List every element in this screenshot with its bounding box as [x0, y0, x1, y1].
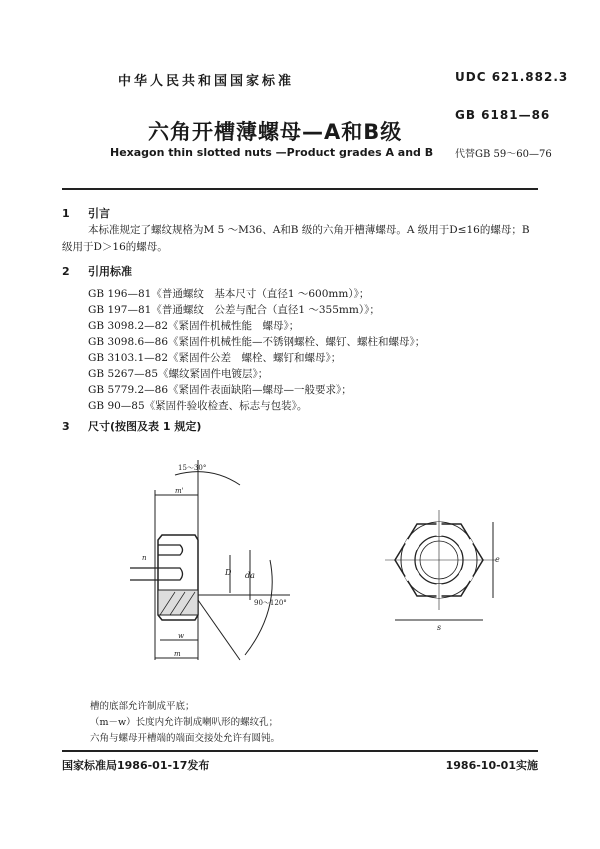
reference-item: GB 3098.6—86《紧固件机械性能—不锈钢螺栓、螺钉、螺柱和螺母》； [88, 336, 426, 348]
reference-item: GB 196—81《普通螺纹 基本尺寸（直径1 ～600mm）》； [88, 288, 370, 300]
svg-text:da: da [245, 571, 255, 580]
svg-text:s: s [437, 623, 442, 632]
page-title: 六角开槽薄螺母—A和B级 [148, 120, 403, 144]
reference-item: GB 5779.2—86《紧固件表面缺陷—螺母—一般要求》； [88, 384, 352, 396]
paragraph-line: 本标准规定了螺纹规格为M 5 ～M36、A和B 级的六角开槽薄螺母。A 级用于D≤16的螺母；B [88, 224, 530, 236]
svg-text:e: e [495, 555, 500, 564]
reference-item: GB 5267—85《螺纹紧固件电镀层》； [88, 368, 269, 380]
svg-text:90～120°: 90～120° [254, 599, 287, 607]
paragraph-line: 级用于D＞16的螺母。 [62, 241, 168, 253]
svg-text:m': m' [175, 487, 184, 495]
nut-top-view-drawing [375, 510, 515, 640]
effective-date: 1986-10-01实施 [445, 759, 538, 772]
udc-code: UDC 621.882.3 [455, 70, 569, 84]
english-title: Hexagon thin slotted nuts —Product grades A and B [110, 146, 434, 159]
note-line: 槽的底部允许制成平底； [90, 701, 195, 712]
svg-text:15～30°: 15～30° [178, 464, 207, 472]
issuer: 中华人民共和国国家标准 [118, 74, 295, 89]
header-divider [62, 188, 538, 190]
svg-text:D: D [225, 568, 232, 577]
nut-side-view-drawing [130, 460, 290, 665]
note-line: （m－w）长度内允许制成喇叭形的螺纹孔； [90, 717, 279, 728]
section-heading: 1 引言 [62, 207, 110, 220]
section-heading: 2 引用标准 [62, 265, 132, 278]
svg-text:n: n [142, 554, 147, 562]
standard-code: GB 6181—86 [455, 108, 551, 122]
svg-text:m: m [174, 650, 181, 658]
issue-date: 国家标准局1986-01-17发布 [62, 759, 210, 772]
reference-item: GB 3103.1—82《紧固件公差 螺栓、螺钉和螺母》； [88, 352, 342, 364]
svg-text:w: w [178, 632, 184, 640]
note-line: 六角与螺母开槽端的端面交接处允许有圆钝。 [90, 733, 281, 744]
reference-item: GB 90—85《紧固件验收检查、标志与包装》。 [88, 400, 308, 412]
section-heading: 3 尺寸(按图及表 1 规定) [62, 420, 202, 433]
reference-item: GB 3098.2—82《紧固件机械性能 螺母》； [88, 320, 300, 332]
replaces-note: 代替GB 59～60—76 [455, 149, 552, 160]
footer-divider [62, 750, 538, 752]
reference-item: GB 197—81《普通螺纹 公差与配合（直径1 ～355mm）》； [88, 304, 380, 316]
